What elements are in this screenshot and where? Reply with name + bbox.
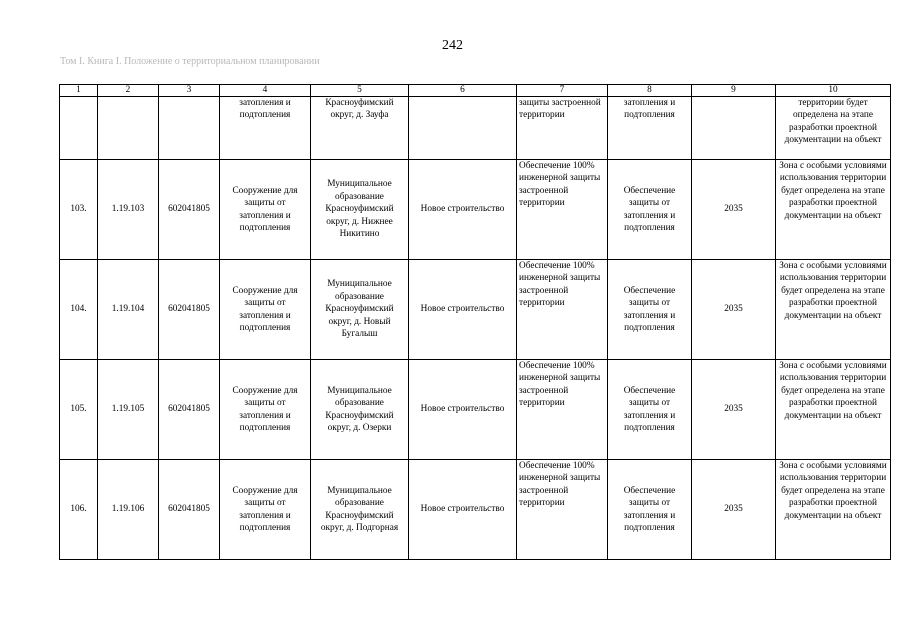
object-name-cell: Сооружение для защиты от затопления и подтопления <box>220 460 311 560</box>
year-cell: 2035 <box>692 360 776 460</box>
year-cell: 2035 <box>692 160 776 260</box>
row-number-cell: 103. <box>60 160 98 260</box>
purpose-cell: Обеспечение 100% инженерной защиты застроенной территории <box>517 260 608 360</box>
location-cell: Муниципальное образование Красноуфимский округ, д. Озерки <box>311 360 409 460</box>
column-number-row <box>60 85 891 97</box>
location-cell: Красноуфимский округ, д. Зауфа <box>311 97 409 160</box>
characteristics-cell: Обеспечение защиты от затопления и подтопления <box>608 360 692 460</box>
empty-cell <box>98 97 159 160</box>
location-cell: Муниципальное образование Красноуфимский округ, д. Нижнее Никитино <box>311 160 409 260</box>
object-name-cell: затопления и подтопления <box>220 97 311 160</box>
oktmo-cell: 602041805 <box>159 460 220 560</box>
status-cell: Новое строительство <box>409 360 517 460</box>
object-name-cell: Сооружение для защиты от затопления и подтопления <box>220 360 311 460</box>
purpose-cell: Обеспечение 100% инженерной защиты застроенной территории <box>517 160 608 260</box>
purpose-cell: Обеспечение 100% инженерной защиты застроенной территории <box>517 360 608 460</box>
status-cell: Новое строительство <box>409 260 517 360</box>
status-cell: Новое строительство <box>409 160 517 260</box>
code-cell: 1.19.103 <box>98 160 159 260</box>
characteristics-cell: Обеспечение защиты от затопления и подтопления <box>608 460 692 560</box>
year-cell: 2035 <box>692 260 776 360</box>
continued-row <box>60 97 891 160</box>
row-number-cell: 105. <box>60 360 98 460</box>
column-number: 7 <box>517 85 608 97</box>
column-number: 9 <box>692 85 776 97</box>
column-number: 5 <box>311 85 409 97</box>
empty-cell <box>60 97 98 160</box>
code-cell: 1.19.106 <box>98 460 159 560</box>
column-number: 10 <box>776 85 891 97</box>
column-number: 2 <box>98 85 159 97</box>
oktmo-cell: 602041805 <box>159 360 220 460</box>
zone-cell: территории будет определена на этапе разработки проектной документации на объект <box>776 97 891 160</box>
year-cell: 2035 <box>692 460 776 560</box>
page-number: 242 <box>442 38 463 53</box>
object-name-cell: Сооружение для защиты от затопления и подтопления <box>220 260 311 360</box>
characteristics-cell: Обеспечение защиты от затопления и подтопления <box>608 260 692 360</box>
empty-cell <box>159 97 220 160</box>
oktmo-cell: 602041805 <box>159 160 220 260</box>
table-row <box>60 460 891 560</box>
purpose-cell: Обеспечение 100% инженерной защиты застроенной территории <box>517 460 608 560</box>
table-row <box>60 160 891 260</box>
location-cell: Муниципальное образование Красноуфимский округ, д. Подгорная <box>311 460 409 560</box>
zone-cell: Зона с особыми условиями использования территории будет определена на этапе разработки проектной документации на объект <box>776 160 891 260</box>
row-number-cell: 106. <box>60 460 98 560</box>
purpose-cell: защиты застроенной территории <box>517 97 608 160</box>
zone-cell: Зона с особыми условиями использования территории будет определена на этапе разработки проектной документации на объект <box>776 460 891 560</box>
object-name-cell: Сооружение для защиты от затопления и подтопления <box>220 160 311 260</box>
code-cell: 1.19.105 <box>98 360 159 460</box>
zone-cell: Зона с особыми условиями использования территории будет определена на этапе разработки проектной документации на объект <box>776 360 891 460</box>
table-row <box>60 260 891 360</box>
code-cell: 1.19.104 <box>98 260 159 360</box>
column-number: 4 <box>220 85 311 97</box>
column-number: 6 <box>409 85 517 97</box>
status-cell: Новое строительство <box>409 460 517 560</box>
table-row <box>60 360 891 460</box>
column-number: 3 <box>159 85 220 97</box>
empty-cell <box>692 97 776 160</box>
zone-cell: Зона с особыми условиями использования территории будет определена на этапе разработки проектной документации на объект <box>776 260 891 360</box>
row-number-cell: 104. <box>60 260 98 360</box>
location-cell: Муниципальное образование Красноуфимский округ, д. Новый Бугалыш <box>311 260 409 360</box>
characteristics-cell: Обеспечение защиты от затопления и подтопления <box>608 160 692 260</box>
running-header: Том I. Книга I. Положение о территориальном планировании <box>60 56 320 67</box>
column-number: 1 <box>60 85 98 97</box>
planning-table <box>59 84 891 560</box>
characteristics-cell: затопления и подтопления <box>608 97 692 160</box>
oktmo-cell: 602041805 <box>159 260 220 360</box>
empty-cell <box>409 97 517 160</box>
column-number: 8 <box>608 85 692 97</box>
